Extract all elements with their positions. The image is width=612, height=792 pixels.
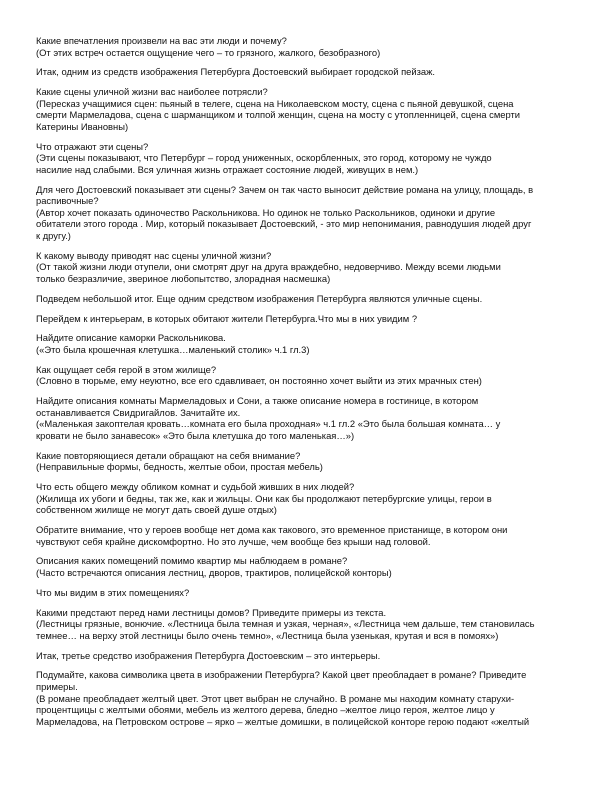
text-line: Что есть общего между обликом комнат и судьбой живших в них людей? [36, 481, 355, 493]
text-line: Катерины Ивановны) [36, 120, 129, 132]
text-line: (Жилища их убоги и бедны, так же, как и жильцы. Они как бы продолжают петербургские улицы, герои в [36, 492, 492, 504]
text-line: примеры. [36, 680, 78, 692]
paragraph [36, 66, 581, 78]
text-line: Подведем небольшой итог. Еще одним средством изображения Петербурга являются уличные сцены. [36, 292, 483, 304]
text-line: смерти Мармеладова, сцена с шарманщиком и толпой женщин, сцена на мосту с утопленницей, сцена смерти [36, 109, 521, 121]
text-line: распивочные? [36, 195, 99, 207]
text-line: Мармеладова, на Петровском острове – ярко – желтые домишки, в полицейской конторе герою подают «желтый [36, 715, 530, 727]
text-line: собственном жилище не могут дать своей душе отдых) [36, 504, 277, 516]
text-line: Найдите описания комнаты Мармеладовых и Сони, а также описание номера в гостинице, в котором [36, 395, 479, 407]
text-line: Какими предстают перед нами лестницы домов? Приведите примеры из текста. [36, 606, 387, 618]
paragraph [36, 313, 581, 325]
text-line: К какому выводу приводят нас сцены уличной жизни? [36, 249, 272, 261]
text-line: Перейдем к интерьерам, в которых обитают жители Петербурга.Что мы в них увидим ? [36, 312, 418, 324]
paragraph [36, 395, 581, 441]
text-line: (Автор хочет показать одиночество Раскольникова. Но одинок не только Раскольников, одиноки и другие [36, 206, 496, 218]
text-line: Что отражают эти сцены? [36, 140, 149, 152]
text-line: останавливается Свидригайлов. Зачитайте их. [36, 406, 241, 418]
text-line: Найдите описание каморки Раскольникова. [36, 332, 226, 344]
paragraph [36, 524, 581, 547]
paragraph [36, 650, 581, 662]
paragraph [36, 669, 581, 727]
text-line: (От этих встреч остается ощущение чего – то грязного, жалкого, безобразного) [36, 46, 381, 58]
text-line: («Это была крошечная клетушка…маленький столик» ч.1 гл.3) [36, 343, 310, 355]
paragraph [36, 184, 581, 242]
text-line: Какие впечатления произвели на вас эти люди и почему? [36, 35, 287, 46]
paragraph [36, 587, 581, 599]
paragraph [36, 86, 581, 132]
text-line: Какие повторяющиеся детали обращают на себя внимание? [36, 449, 301, 461]
text-line: процентщицы с желтыми обоями, мебель из желтого дерева, бледно –желтое лицо героя, желтое лицо у [36, 704, 495, 716]
paragraph [36, 35, 581, 58]
text-line: обитатели этого города . Мир, который показывает Достоевский, - это мир непонимания, равнодушия людей друг [36, 218, 532, 230]
text-line: темнее… на верху этой лестницы было очень темно», «Лестница была узенькая, крутая и вся в помоях») [36, 629, 499, 641]
text-line: (Часто встречаются описания лестниц, дворов, трактиров, полицейской конторы) [36, 567, 392, 578]
paragraph [36, 481, 581, 516]
text-line: Итак, третье средство изображения Петербурга Достоевским – это интерьеры. [36, 649, 381, 661]
text-line: Подумайте, какова символика цвета в изображении Петербурга? Какой цвет преобладает в романе? Приведите [36, 669, 527, 681]
text-line: Обратите внимание, что у героев вообще нет дома как такового, это временное пристанище, в котором они [36, 524, 508, 536]
paragraph [36, 450, 581, 473]
text-line: только безразличие, звериное любопытство, злорадная насмешка) [36, 273, 331, 285]
paragraph [36, 141, 581, 176]
paragraph [36, 332, 581, 355]
text-line: Для чего Достоевский показывает эти сцены? Зачем он так часто выносит действие романа на улицу, площадь, в [36, 183, 534, 195]
text-line: Какие сцены уличной жизни вас наиболее потрясли? [36, 86, 268, 98]
paragraph [36, 293, 581, 305]
text-line: (Эти сцены показывают, что Петербург – город униженных, оскорбленных, это город, которому не чуждо [36, 152, 492, 164]
text-line: насилие над слабыми. Вся уличная жизнь отражает состояние людей, живущих в нем.) [36, 163, 419, 175]
text-line: (Неправильные формы, бедность, желтые обои, простая мебель) [36, 461, 323, 473]
paragraph [36, 250, 581, 285]
text-line: Описания каких помещений помимо квартир мы наблюдаем в романе? [36, 555, 348, 567]
text-line: (Словно в тюрьме, ему неуютно, все его сдавливает, он постоянно хочет выйти из этих мрачных стен) [36, 375, 482, 387]
text-line: (От такой жизни люди отупели, они смотрят друг на друга враждебно, недоверчиво. Между всеми людьми [36, 261, 501, 273]
document-page [36, 35, 581, 735]
text-line: (Пересказ учащимися сцен: пьяный в телеге, сцена на Николаевском мосту, сцена с пьяной девушкой, сцена [36, 97, 514, 109]
paragraph [36, 607, 581, 642]
text-line: (В романе преобладает желтый цвет. Этот цвет выбран не случайно. В романе мы находим комнату старухи- [36, 692, 515, 704]
text-line: («Маленькая закоптелая кровать…комната его была проходная» ч.1 гл.2 «Это была большая комната… у [36, 418, 501, 430]
paragraph [36, 364, 581, 387]
text-line: (Лестницы грязные, вонючие. «Лестница была темная и узкая, черная», «Лестница чем дальше, тем становилась [36, 618, 535, 630]
text-line: чувствуют себя крайне дискомфортно. Но это лучше, чем вообще без крыши над головой. [36, 535, 431, 547]
text-line: к другу.) [36, 230, 71, 242]
paragraph [36, 555, 581, 578]
text-line: кровати не было занавесок» «Это была клетушка до того маленькая…») [36, 429, 355, 441]
text-line: Итак, одним из средств изображения Петербурга Достоевский выбирает городской пейзаж. [36, 66, 436, 78]
text-line: Как ощущает себя герой в этом жилище? [36, 363, 217, 375]
text-line: Что мы видим в этих помещениях? [36, 586, 190, 598]
